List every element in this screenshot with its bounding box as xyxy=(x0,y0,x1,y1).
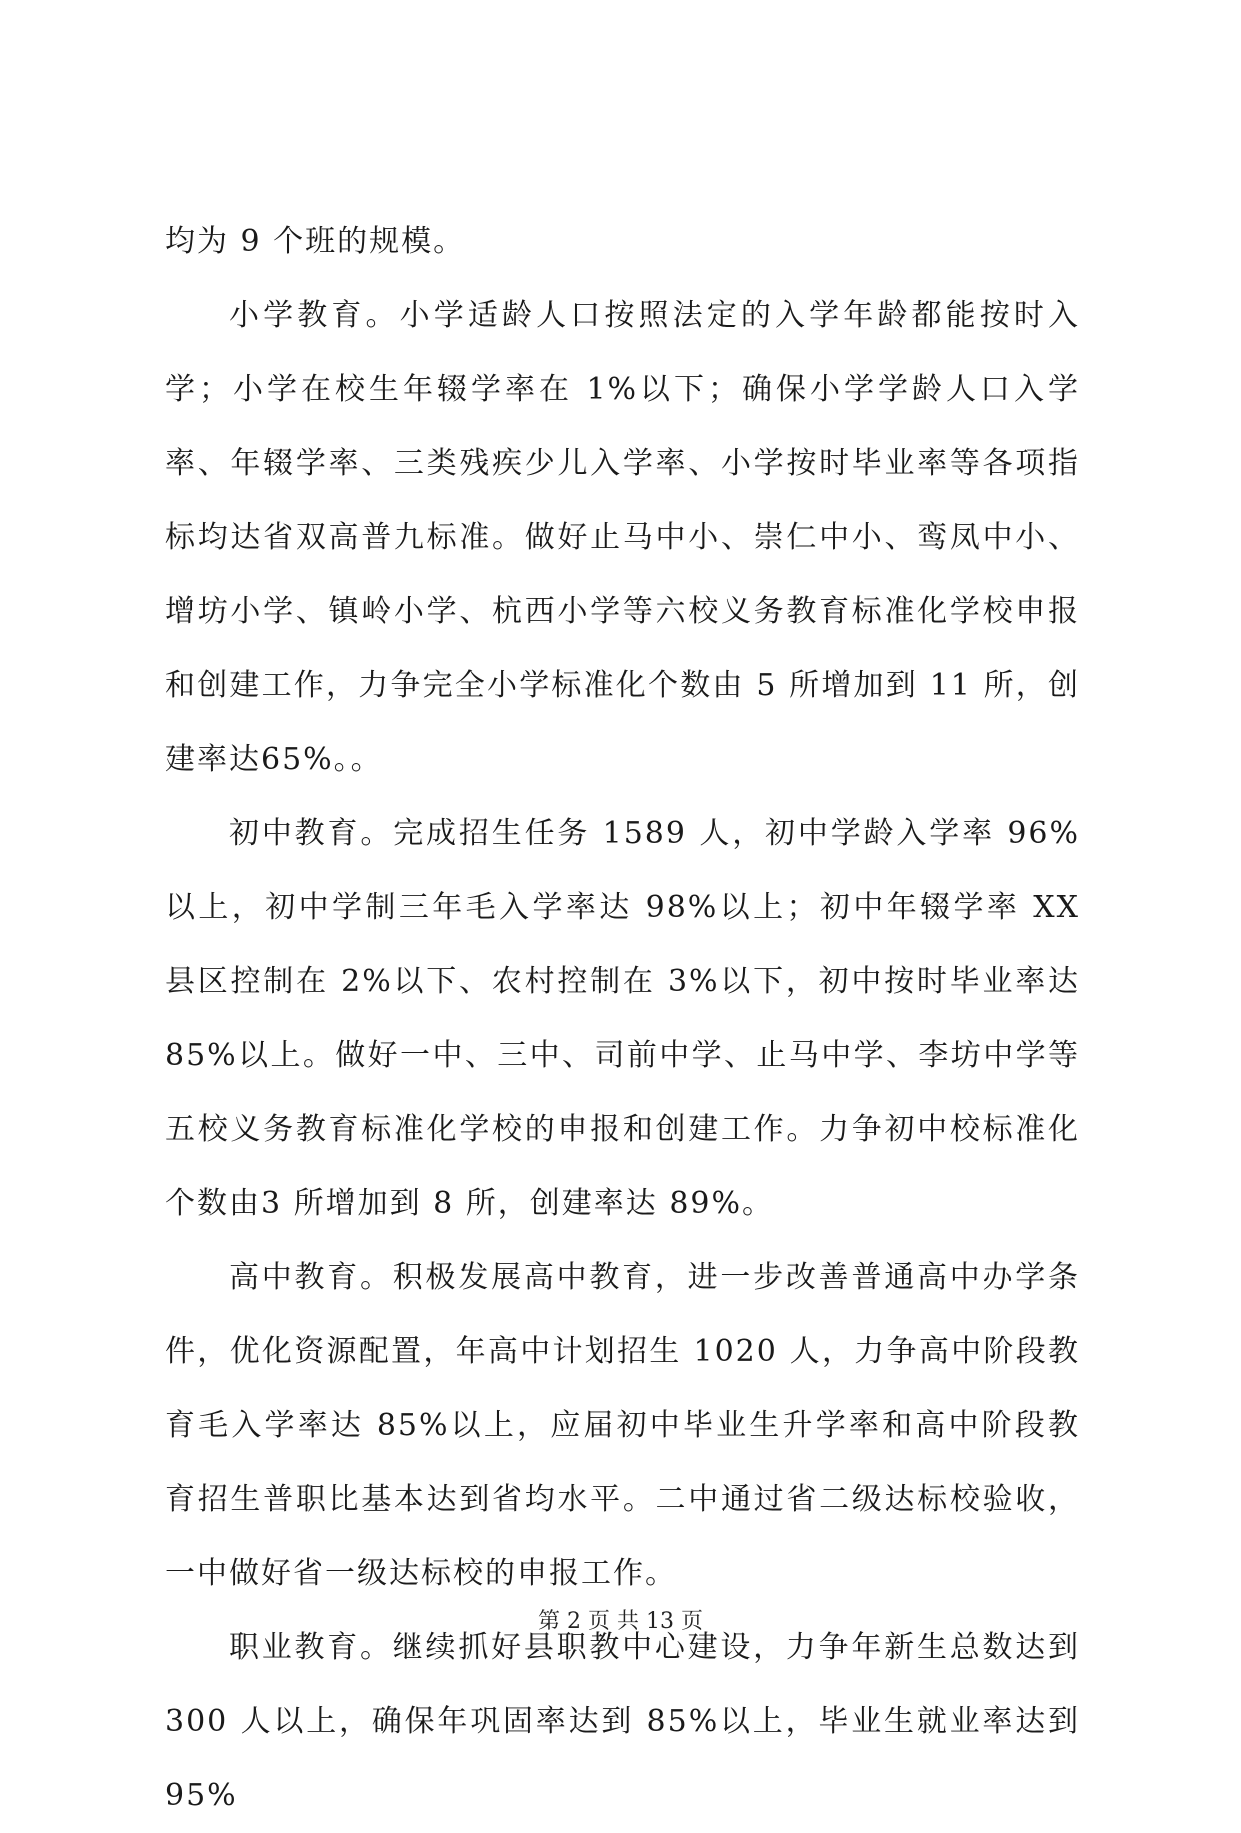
paragraph-primary-education: 小学教育。小学适龄人口按照法定的入学年龄都能按时入学；小学在校生年辍学率在 1%以下；确保小学学龄人口入学率、年辍学率、三类残疾少儿入学率、小学按时毕业率等各项指标均达省双高普九标准。做好止马中小、崇仁中小、鸾凤中小、增坊小学、镇岭小学、杭西小学等六校义务教育标准化学校申报和创建工作，力争完全小学标准化个数由 5 所增加到 11 所，创建率达65%。。 xyxy=(165,298,1080,777)
paragraph-vocational-education: 职业教育。继续抓好县职教中心建设，力争年新生总数达到300 人以上，确保年巩固率达到 85%以上，毕业生就业率达到 95% xyxy=(165,1630,1080,1813)
page-number-footer: 第 2 页 共 13 页 xyxy=(538,1609,703,1634)
paragraph-continuation: 均为 9 个班的规模。 xyxy=(165,224,466,259)
paragraph-senior-high-education: 高中教育。积极发展高中教育，进一步改善普通高中办学条件，优化资源配置，年高中计划招生 1020 人，力争高中阶段教育毛入学率达 85%以上，应届初中毕业生升学率和高中阶段教育招生普职比基本达到省均水平。二中通过省二级达标校验收，一中做好省一级达标校的申报工作。 xyxy=(165,1260,1080,1591)
paragraph-junior-high-education: 初中教育。完成招生任务 1589 人，初中学龄入学率 96%以上，初中学制三年毛入学率达 98%以上；初中年辍学率 XX 县区控制在 2%以下、农村控制在 3%以下，初中按时毕业率达 85%以上。做好一中、三中、司前中学、止马中学、李坊中学等五校义务教育标准化学校的申报和创建工作。力争初中校标准化个数由3 所增加到 8 所，创建率达 89%。 xyxy=(165,816,1080,1221)
document-body xyxy=(165,205,1080,1833)
